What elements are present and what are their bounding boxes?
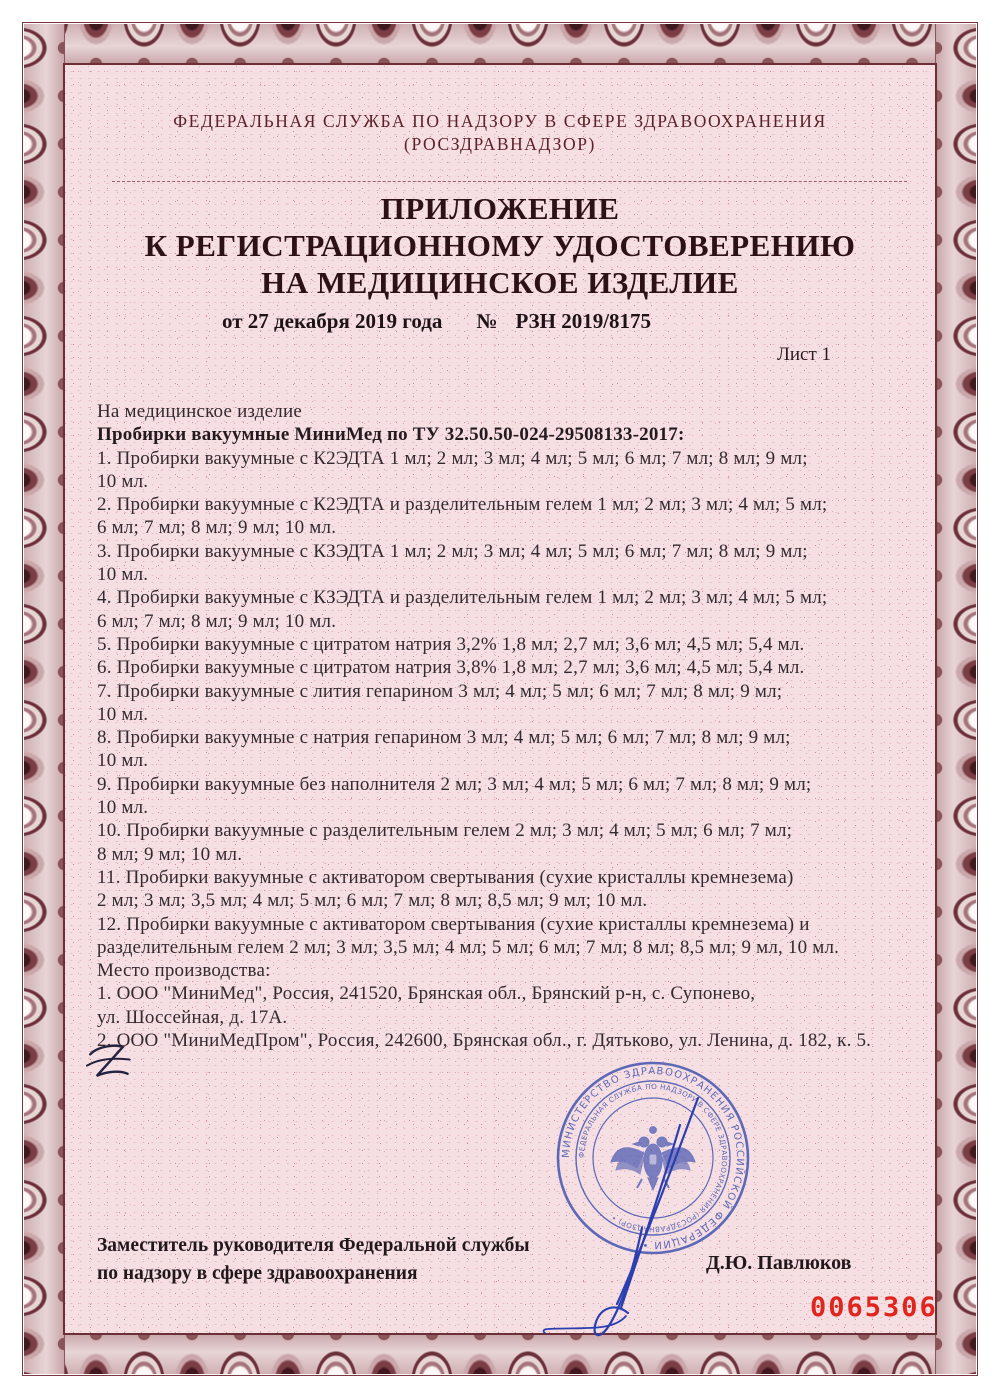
registration-number: РЗН 2019/8175	[515, 309, 652, 333]
body-line: 5. Пробирки вакуумные с цитратом натрия 3,2% 1,8 мл; 2,7 мл; 3,6 мл; 4,5 мл; 5,4 мл.	[97, 633, 805, 655]
issue-date: от 27 декабря 2019 года	[222, 309, 443, 333]
body-line: 3. Пробирки вакуумные с КЗЭДТА 1 мл; 2 мл; 3 мл; 4 мл; 5 мл; 6 мл; 7 мл; 8 мл; 9 мл;	[97, 540, 808, 562]
stamp-outer-text: МИНИСТЕРСТВО ЗДРАВООХРАНЕНИЯ РОССИЙСКОЙ ФЕДЕРАЦИИ •	[560, 1065, 746, 1251]
number-sign: №	[476, 309, 498, 333]
body-line: 10 мл.	[97, 564, 149, 586]
body-line: 6. Пробирки вакуумные с цитратом натрия 3,8% 1,8 мл; 2,7 мл; 3,6 мл; 4,5 мл; 5,4 мл.	[97, 657, 805, 679]
agency-name: ФЕДЕРАЛЬНАЯ СЛУЖБА ПО НАДЗОРУ В СФЕРЕ ЗДРАВООХРАНЕНИЯ	[173, 111, 827, 131]
signature-stroke-icon	[520, 1080, 750, 1350]
frame-ornament-bottom	[24, 1333, 976, 1374]
body-line: 10 мл.	[97, 470, 149, 492]
body-line: Место производства:	[97, 960, 271, 982]
body-line: 6 мл; 7 мл; 8 мл; 9 мл; 10 мл.	[97, 517, 337, 539]
body-line: 2 мл; 3 мл; 3,5 мл; 4 мл; 5 мл; 6 мл; 7 мл; 8 мл; 8,5 мл; 9 мл; 10 мл.	[97, 890, 648, 912]
position-line-1: Заместитель руководителя Федеральной службы	[97, 1235, 530, 1256]
form-serial-number: 0065306	[810, 1292, 938, 1323]
body-line: 10 мл.	[97, 797, 149, 819]
body-line: 4. Пробирки вакуумные с КЗЭДТА и разделительным гелем 1 мл; 2 мл; 3 мл; 4 мл; 5 мл;	[97, 587, 828, 609]
frame-ornament-top	[24, 24, 976, 65]
body-line: 6 мл; 7 мл; 8 мл; 9 мл; 10 мл.	[97, 610, 337, 632]
certificate-body	[97, 400, 937, 1052]
body-line: 10. Пробирки вакуумные с разделительным гелем 2 мл; 3 мл; 4 мл; 5 мл; 6 мл; 7 мл;	[97, 820, 793, 842]
body-line: 7. Пробирки вакуумные с лития гепарином 3 мл; 4 мл; 5 мл; 6 мл; 7 мл; 8 мл; 9 мл;	[97, 680, 783, 702]
title-line-1: ПРИЛОЖЕНИЕ	[380, 191, 620, 226]
body-line: 11. Пробирки вакуумные с активатором свертывания (сухие кристаллы кремнезема)	[97, 866, 794, 888]
body-intro: На медицинское изделие	[97, 401, 302, 422]
body-line: ул. Шоссейная, д. 17А.	[97, 1006, 288, 1028]
body-line: 2. Пробирки вакуумные с К2ЭДТА и разделительным гелем 1 мл; 2 мл; 3 мл; 4 мл; 5 мл;	[97, 494, 828, 516]
agency-short-name: (РОСЗДРАВНАДЗОР)	[404, 134, 596, 154]
body-line: 9. Пробирки вакуумные без наполнителя 2 мл; 3 мл; 4 мл; 5 мл; 6 мл; 7 мл; 8 мл; 9 мл;	[97, 773, 812, 795]
body-line: 1. Пробирки вакуумные с К2ЭДТА 1 мл; 2 мл; 3 мл; 4 мл; 5 мл; 6 мл; 7 мл; 8 мл; 9 мл;	[97, 447, 808, 469]
handwritten-mark	[82, 1040, 137, 1090]
stamp-inner-text: ФЕДЕРАЛЬНАЯ СЛУЖБА ПО НАДЗОРУ В СФЕРЕ ЗДРАВООХРАНЕНИЯ (РОСЗДРАВНАДЗОР) •	[576, 1081, 730, 1235]
header-separator	[112, 181, 907, 182]
body-line: 12. Пробирки вакуумные с активатором свертывания (сухие кристаллы кремнезема) и	[97, 913, 810, 935]
sheet-number: Лист 1	[777, 344, 832, 365]
title-line-3: НА МЕДИЦИНСКОЕ ИЗДЕЛИЕ	[261, 265, 739, 300]
body-line: 10 мл.	[97, 703, 149, 725]
frame-ornament-right	[935, 24, 976, 1374]
signatory-name: Д.Ю. Павлюков	[706, 1252, 852, 1274]
handwritten-z-icon	[82, 1040, 137, 1090]
title-line-2: К РЕГИСТРАЦИОННОМУ УДОСТОВЕРЕНИЮ	[144, 228, 856, 263]
body-line: 8 мл; 9 мл; 10 мл.	[97, 843, 243, 865]
document-title	[65, 190, 935, 301]
body-line: 8. Пробирки вакуумные с натрия гепарином 3 мл; 4 мл; 5 мл; 6 мл; 7 мл; 8 мл; 9 мл;	[97, 727, 791, 749]
signatory-position	[97, 1232, 530, 1288]
position-line-2: по надзору в сфере здравоохранения	[97, 1263, 418, 1284]
body-line: 2. ООО "МиниМедПром", Россия, 242600, Брянская обл., г. Дятьково, ул. Ленина, д. 182, к. 5.	[97, 1030, 872, 1052]
signature-ink	[520, 1080, 750, 1350]
frame-ornament-left	[24, 24, 65, 1374]
body-line: разделительным гелем 2 мл; 3 мл; 3,5 мл; 4 мл; 5 мл; 6 мл; 7 мл; 8 мл; 8,5 мл; 9 мл, 10 мл.	[97, 936, 840, 958]
product-heading: Пробирки вакуумные МиниМед по ТУ 32.50.50-024-29508133-2017:	[97, 424, 685, 446]
body-line: 1. ООО "МиниМед", Россия, 241520, Брянская обл., Брянский р-н, с. Супонево,	[97, 983, 756, 1005]
body-line: 10 мл.	[97, 750, 149, 772]
date-and-number	[222, 309, 651, 334]
issuing-agency	[65, 110, 935, 156]
